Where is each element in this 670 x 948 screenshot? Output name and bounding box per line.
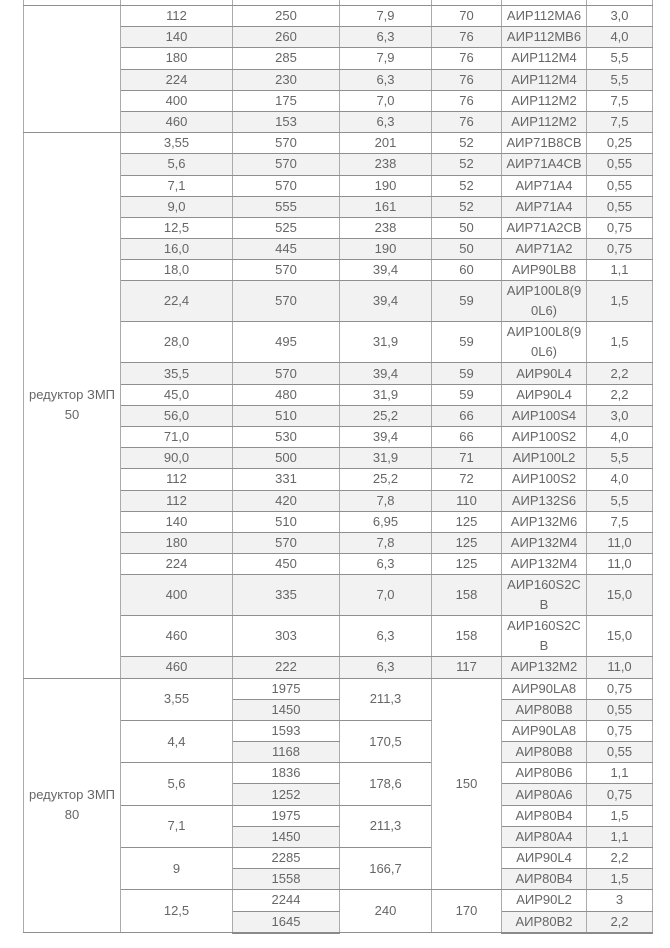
table-cell: АИР132М4 — [502, 554, 587, 575]
table-cell: 2,2 — [587, 384, 653, 405]
table-cell: 250 — [233, 6, 340, 27]
table-cell: 1,5 — [587, 281, 653, 322]
table-cell: 1168 — [233, 742, 340, 763]
table-cell: 224 — [121, 554, 233, 575]
table-cell: 460 — [121, 657, 233, 678]
table-cell: 22,4 — [121, 281, 233, 322]
table-cell: АИР160S2СВ — [502, 575, 587, 616]
table-cell: 170,5 — [340, 720, 432, 762]
table-cell: 570 — [233, 363, 340, 384]
table-cell: 445 — [233, 239, 340, 260]
table-cell: АИР80А4 — [502, 826, 587, 847]
table-row — [24, 6, 653, 27]
table-cell: 52 — [432, 154, 502, 175]
table-cell: АИР90L4 — [502, 363, 587, 384]
table-cell: 59 — [432, 322, 502, 363]
table-cell: 170 — [432, 890, 502, 933]
table-row — [24, 678, 653, 699]
table-cell: 1,1 — [587, 260, 653, 281]
table-cell: 12,5 — [121, 890, 233, 933]
table-cell: 71,0 — [121, 427, 233, 448]
table-cell: 11,0 — [587, 532, 653, 553]
table-cell: 1975 — [233, 805, 340, 826]
table-cell: 140 — [121, 27, 233, 48]
table-cell: АИР132S6 — [502, 490, 587, 511]
table-cell: 25,2 — [340, 469, 432, 490]
table-cell: 5,6 — [121, 763, 233, 805]
table-cell: 0,55 — [587, 196, 653, 217]
table-cell: 570 — [233, 133, 340, 154]
table-cell: 166,7 — [340, 848, 432, 890]
table-cell: 31,9 — [340, 322, 432, 363]
table-cell: АИР112М2 — [502, 90, 587, 111]
section-label-cell — [24, 6, 121, 133]
table-cell: АИР112МВ6 — [502, 27, 587, 48]
table-cell: 2285 — [233, 848, 340, 869]
table-cell: 335 — [233, 575, 340, 616]
table-cell: АИР112М4 — [502, 48, 587, 69]
table-cell: 3,55 — [121, 678, 233, 720]
section-label-cell: редуктор ЗМП 50 — [24, 133, 121, 678]
table-cell: 11,0 — [587, 554, 653, 575]
table-cell: 555 — [233, 196, 340, 217]
table-cell: АИР80В6 — [502, 763, 587, 784]
table-cell: 180 — [121, 532, 233, 553]
table-cell: 125 — [432, 511, 502, 532]
table-cell: 500 — [233, 448, 340, 469]
table-cell: 70 — [432, 6, 502, 27]
table-cell: 35,5 — [121, 363, 233, 384]
table-cell: 31,9 — [340, 448, 432, 469]
table-cell: 4,4 — [121, 720, 233, 762]
table-cell: 224 — [121, 69, 233, 90]
table-cell: 3 — [587, 890, 653, 911]
table-cell: 6,3 — [340, 111, 432, 132]
table-cell: 7,9 — [340, 6, 432, 27]
table-cell: 161 — [340, 196, 432, 217]
table-cell: 76 — [432, 48, 502, 69]
table-cell: 570 — [233, 532, 340, 553]
table-cell: АИР71А4СВ — [502, 154, 587, 175]
table-cell: АИР90LB8 — [502, 260, 587, 281]
table-cell: 222 — [233, 657, 340, 678]
table-cell: АИР132М4 — [502, 532, 587, 553]
table-cell: 125 — [432, 554, 502, 575]
table-cell: 6,3 — [340, 616, 432, 657]
table-cell: 285 — [233, 48, 340, 69]
table-cell: 52 — [432, 196, 502, 217]
table-cell: 158 — [432, 616, 502, 657]
table-cell: АИР71А4 — [502, 196, 587, 217]
table-cell: 570 — [233, 281, 340, 322]
table-cell: АИР112МА6 — [502, 6, 587, 27]
table-cell: 4,0 — [587, 469, 653, 490]
section-label-cell: редуктор ЗМП 80 — [24, 678, 121, 933]
table-cell: 112 — [121, 6, 233, 27]
table-cell: 15,0 — [587, 575, 653, 616]
table-cell: 59 — [432, 281, 502, 322]
table-cell: 7,0 — [340, 90, 432, 111]
table-cell: 18,0 — [121, 260, 233, 281]
table-cell: 7,1 — [121, 175, 233, 196]
table-cell: 0,75 — [587, 678, 653, 699]
table-cell: 16,0 — [121, 239, 233, 260]
table-cell: 45,0 — [121, 384, 233, 405]
table-cell: 140 — [121, 511, 233, 532]
table-cell: 460 — [121, 111, 233, 132]
table-cell: 90,0 — [121, 448, 233, 469]
table-cell: 4,0 — [587, 427, 653, 448]
table-cell: 0,75 — [587, 720, 653, 741]
table-cell: АИР71В8СВ — [502, 133, 587, 154]
table-cell: АИР90L4 — [502, 848, 587, 869]
table-cell: АИР112М4 — [502, 69, 587, 90]
table-cell: 158 — [432, 575, 502, 616]
table-cell: 66 — [432, 427, 502, 448]
table-cell: 450 — [233, 554, 340, 575]
table-cell: 460 — [121, 616, 233, 657]
table-cell: АИР90LA8 — [502, 720, 587, 741]
table-cell: АИР80В8 — [502, 699, 587, 720]
table-cell: 178,6 — [340, 763, 432, 805]
table-cell: 117 — [432, 657, 502, 678]
table-cell: 175 — [233, 90, 340, 111]
table-cell: 72 — [432, 469, 502, 490]
table-cell: 6,3 — [340, 657, 432, 678]
table-cell: 39,4 — [340, 363, 432, 384]
table-cell: АИР71А2 — [502, 239, 587, 260]
table-cell: 2,2 — [587, 848, 653, 869]
table-cell: 510 — [233, 405, 340, 426]
table-cell: АИР90LA8 — [502, 678, 587, 699]
table-cell: 1975 — [233, 678, 340, 699]
table-cell: 5,5 — [587, 69, 653, 90]
table-cell: 0,75 — [587, 217, 653, 238]
table-cell: 510 — [233, 511, 340, 532]
table-cell: 12,5 — [121, 217, 233, 238]
table-cell: 2244 — [233, 890, 340, 911]
table-cell: 495 — [233, 322, 340, 363]
table-cell: 1558 — [233, 869, 340, 890]
table-cell: 3,55 — [121, 133, 233, 154]
table-cell: 5,5 — [587, 448, 653, 469]
table-cell: АИР80В4 — [502, 805, 587, 826]
table-cell: 6,3 — [340, 554, 432, 575]
table-cell: 0,55 — [587, 154, 653, 175]
table-cell: 71 — [432, 448, 502, 469]
table-cell: 112 — [121, 490, 233, 511]
table-cell: 59 — [432, 384, 502, 405]
table-cell: 211,3 — [340, 805, 432, 847]
table-cell: 3,0 — [587, 405, 653, 426]
table-cell: 180 — [121, 48, 233, 69]
table-cell: 1836 — [233, 763, 340, 784]
table-cell: 1,5 — [587, 869, 653, 890]
table-cell: 400 — [121, 90, 233, 111]
table-cell: 420 — [233, 490, 340, 511]
table-cell: 525 — [233, 217, 340, 238]
table-cell: 7,5 — [587, 511, 653, 532]
table-cell: 31,9 — [340, 384, 432, 405]
table-cell: 7,5 — [587, 111, 653, 132]
table-cell: 66 — [432, 405, 502, 426]
table-cell: 0,55 — [587, 742, 653, 763]
table-cell: 530 — [233, 427, 340, 448]
table-cell: АИР80А6 — [502, 784, 587, 805]
reducer-spec-table — [23, 0, 653, 934]
table-cell: 15,0 — [587, 616, 653, 657]
table-cell: 150 — [432, 678, 502, 890]
table-cell: 76 — [432, 27, 502, 48]
table-cell: 1593 — [233, 720, 340, 741]
table-cell: 570 — [233, 154, 340, 175]
table-cell: 7,8 — [340, 532, 432, 553]
table-cell: 50 — [432, 217, 502, 238]
table-cell: 0,55 — [587, 699, 653, 720]
table-cell: 6,95 — [340, 511, 432, 532]
table-cell: 480 — [233, 384, 340, 405]
spec-table-body — [24, 0, 653, 933]
table-cell: 76 — [432, 90, 502, 111]
table-cell: АИР71А4 — [502, 175, 587, 196]
table-cell: 240 — [340, 890, 432, 933]
table-cell: 1,1 — [587, 763, 653, 784]
table-cell: АИР132М2 — [502, 657, 587, 678]
table-cell: 60 — [432, 260, 502, 281]
table-cell: 25,2 — [340, 405, 432, 426]
table-cell: АИР100L2 — [502, 448, 587, 469]
table-cell: 7,9 — [340, 48, 432, 69]
table-cell: 1,5 — [587, 322, 653, 363]
table-cell: 1,5 — [587, 805, 653, 826]
table-cell: 1,1 — [587, 826, 653, 847]
table-cell: 56,0 — [121, 405, 233, 426]
table-cell: 0,75 — [587, 239, 653, 260]
table-cell: 153 — [233, 111, 340, 132]
table-cell: АИР71А2СВ — [502, 217, 587, 238]
table-cell: 190 — [340, 175, 432, 196]
table-cell: 52 — [432, 133, 502, 154]
table-cell: 39,4 — [340, 260, 432, 281]
table-cell: 76 — [432, 111, 502, 132]
table-cell: АИР90L2 — [502, 890, 587, 911]
table-cell: 0,55 — [587, 175, 653, 196]
table-cell: АИР160S2СВ — [502, 616, 587, 657]
table-cell: АИР100S2 — [502, 427, 587, 448]
table-cell: 6,3 — [340, 69, 432, 90]
table-cell: 1450 — [233, 699, 340, 720]
table-cell: АИР132М6 — [502, 511, 587, 532]
table-cell: 110 — [432, 490, 502, 511]
table-cell: 125 — [432, 532, 502, 553]
table-cell: АИР112М2 — [502, 111, 587, 132]
table-cell: 9,0 — [121, 196, 233, 217]
table-cell: 1252 — [233, 784, 340, 805]
table-cell: АИР80В8 — [502, 742, 587, 763]
table-cell: АИР100S4 — [502, 405, 587, 426]
table-cell: 1450 — [233, 826, 340, 847]
table-cell: 570 — [233, 260, 340, 281]
table-row — [24, 133, 653, 154]
table-cell: 7,8 — [340, 490, 432, 511]
table-cell: 76 — [432, 69, 502, 90]
table-cell: 3,0 — [587, 6, 653, 27]
table-cell: 211,3 — [340, 678, 432, 720]
table-cell: 52 — [432, 175, 502, 196]
table-cell: 238 — [340, 154, 432, 175]
table-cell: 230 — [233, 69, 340, 90]
table-cell: АИР90L4 — [502, 384, 587, 405]
table-cell: АИР100L8(90L6) — [502, 281, 587, 322]
table-cell: 303 — [233, 616, 340, 657]
table-cell: 6,3 — [340, 27, 432, 48]
table-cell: 11,0 — [587, 657, 653, 678]
table-cell: 260 — [233, 27, 340, 48]
table-cell: АИР80В2 — [502, 911, 587, 933]
table-cell: 50 — [432, 239, 502, 260]
table-cell: 39,4 — [340, 281, 432, 322]
table-cell: 2,2 — [587, 911, 653, 933]
table-cell: АИР80В4 — [502, 869, 587, 890]
table-cell: 39,4 — [340, 427, 432, 448]
table-cell: 2,2 — [587, 363, 653, 384]
table-cell: АИР100L8(90L6) — [502, 322, 587, 363]
table-cell: 238 — [340, 217, 432, 238]
table-cell: АИР100S2 — [502, 469, 587, 490]
table-cell: 7,0 — [340, 575, 432, 616]
table-cell: 331 — [233, 469, 340, 490]
table-cell: 201 — [340, 133, 432, 154]
table-cell: 5,6 — [121, 154, 233, 175]
table-cell: 400 — [121, 575, 233, 616]
table-cell: 7,5 — [587, 90, 653, 111]
table-cell: 112 — [121, 469, 233, 490]
table-cell: 7,1 — [121, 805, 233, 847]
table-cell: 190 — [340, 239, 432, 260]
table-cell: 9 — [121, 848, 233, 890]
table-cell: 1645 — [233, 911, 340, 933]
table-cell: 570 — [233, 175, 340, 196]
table-cell: 28,0 — [121, 322, 233, 363]
table-cell: 0,25 — [587, 133, 653, 154]
table-cell: 5,5 — [587, 48, 653, 69]
table-cell: 0,75 — [587, 784, 653, 805]
table-cell: 5,5 — [587, 490, 653, 511]
table-cell: 4,0 — [587, 27, 653, 48]
table-cell: 59 — [432, 363, 502, 384]
